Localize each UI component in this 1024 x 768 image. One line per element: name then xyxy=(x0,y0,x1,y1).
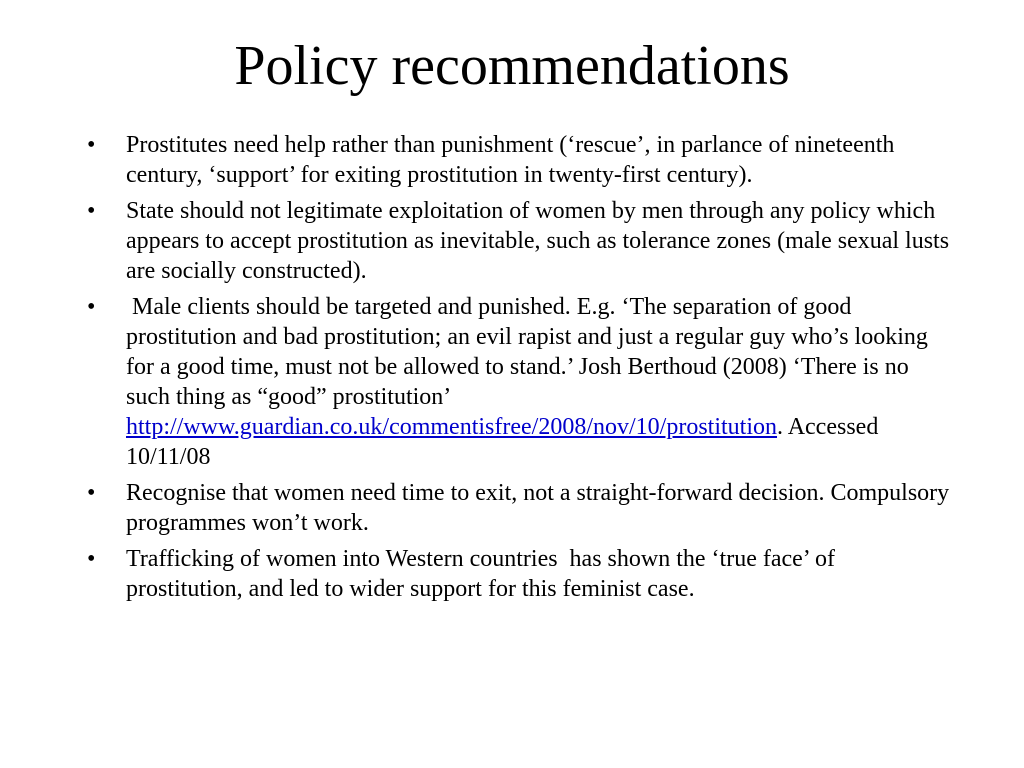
bullet-item-time-to-exit xyxy=(0,478,1024,538)
bullet-dot-icon: • xyxy=(87,546,96,572)
bullet-text: Recognise that women need time to exit, not a straight-forward decision. Compulsory programmes won’t work. xyxy=(126,480,950,536)
bullet-item-state-legitimation xyxy=(0,196,1024,286)
bullet-dot-icon: • xyxy=(87,198,96,224)
bullet-text: Male clients should be targeted and punished. E.g. ‘The separation of good prostitution and bad prostitution; an evil rapist and just a regular guy who’s looking for a good time, must not be allowed to stand.’ Josh Berthoud (2008) ‘There is no such thing as “good” prostitution’ xyxy=(126,294,934,410)
bullet-item-male-clients xyxy=(0,292,1024,472)
bullet-item-help-not-punishment xyxy=(0,130,1024,190)
bullet-item-trafficking xyxy=(0,544,1024,604)
bullet-text: Prostitutes need help rather than punishment (‘rescue’, in parlance of nineteenth century, ‘support’ for exiting prostitution in twenty-first century). xyxy=(126,132,895,188)
bullet-dot-icon: • xyxy=(87,294,96,320)
slide-title: Policy recommendations xyxy=(234,35,790,97)
bullet-text-accessed: . Accessed 10/11/08 xyxy=(126,414,879,470)
bullet-text: State should not legitimate exploitation of women by men through any policy which appears to accept prostitution as inevitable, such as tolerance zones (male sexual lusts are socially constructed). xyxy=(126,198,950,284)
bullet-list xyxy=(0,130,1024,610)
bullet-dot-icon: • xyxy=(87,480,96,506)
bullet-text: Trafficking of women into Western countries has shown the ‘true face’ of prostitution, and led to wider support for this feminist case. xyxy=(126,546,841,602)
bullet-dot-icon: • xyxy=(87,132,96,158)
guardian-article-link[interactable]: http://www.guardian.co.uk/commentisfree/2008/nov/10/prostitution xyxy=(126,414,778,440)
